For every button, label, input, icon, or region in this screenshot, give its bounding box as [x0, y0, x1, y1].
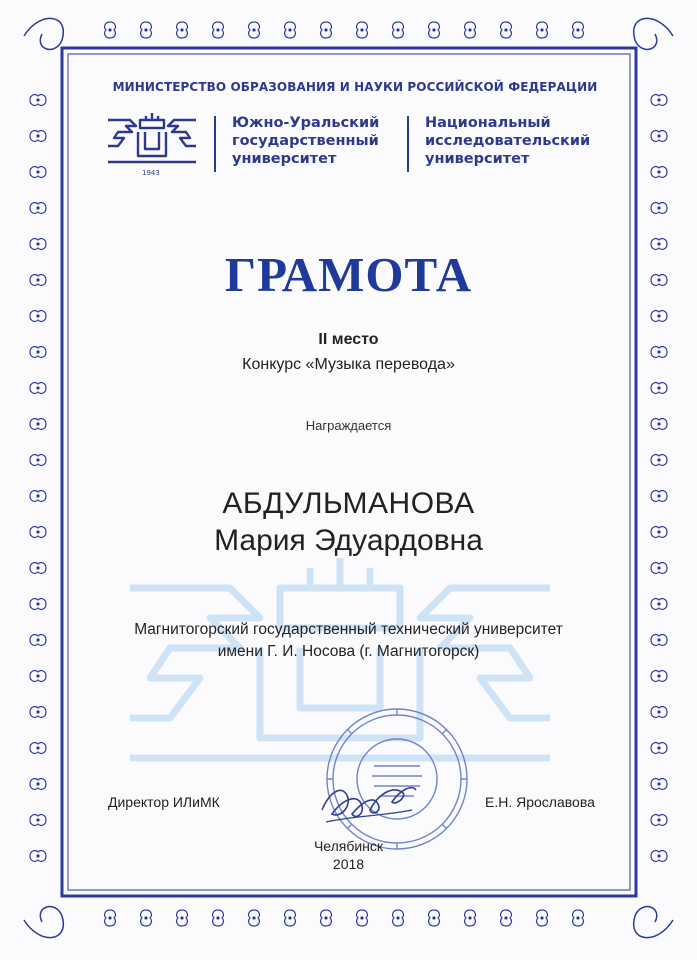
frame-ornament — [141, 910, 152, 926]
frame-ornament — [30, 815, 46, 826]
frame-ornament — [357, 910, 368, 926]
frame-ornament — [249, 22, 260, 38]
frame-ornament — [105, 22, 116, 38]
issue-city: Челябинск — [313, 838, 384, 854]
frame-ornament — [213, 22, 224, 38]
frame-ornament — [141, 22, 152, 38]
university-status-line: Национальный — [425, 115, 551, 131]
frame-ornament — [285, 22, 296, 38]
certificate-title: ГРАМОТА — [224, 247, 473, 302]
frame-ornament — [357, 22, 368, 38]
frame-ornament — [651, 311, 667, 322]
award-place: II место — [318, 331, 379, 348]
recipient-surname: АБДУЛЬМАНОВА — [222, 487, 475, 520]
frame-ornament — [651, 671, 667, 682]
university-emblem-icon — [104, 112, 200, 170]
frame-ornament — [651, 131, 667, 142]
frame-ornament — [249, 910, 260, 926]
frame-ornament — [651, 167, 667, 178]
frame-ornament — [651, 707, 667, 718]
frame-ornament — [30, 779, 46, 790]
frame-ornament — [651, 455, 667, 466]
frame-ornament — [105, 910, 116, 926]
frame-ornament — [651, 743, 667, 754]
issue-year: 2018 — [332, 856, 365, 872]
frame-ornament — [573, 22, 584, 38]
frame-ornament — [177, 22, 188, 38]
university-status-line: университет — [425, 151, 530, 167]
frame-ornament — [651, 203, 667, 214]
university-name-line: университет — [232, 151, 337, 167]
frame-ornament — [285, 910, 296, 926]
frame-ornament — [651, 815, 667, 826]
signatory-name: Е.Н. Ярославова — [485, 794, 595, 810]
frame-ornament — [429, 22, 440, 38]
logo-divider — [407, 116, 409, 172]
handwritten-signature — [312, 770, 422, 830]
university-name-line: Южно-Уральский — [232, 115, 380, 131]
frame-ornament — [465, 22, 476, 38]
recipient-organization-detail: имени Г. И. Носова (г. Магнитогорск) — [217, 643, 480, 660]
frame-ornament — [30, 383, 46, 394]
frame-ornament — [177, 910, 188, 926]
frame-ornament — [321, 910, 332, 926]
frame-ornament — [30, 455, 46, 466]
logo-divider — [214, 116, 216, 172]
frame-ornament — [321, 22, 332, 38]
frame-ornament — [651, 383, 667, 394]
frame-ornament — [30, 743, 46, 754]
frame-ornament — [573, 910, 584, 926]
recipient-organization: Магнитогорский государственный технический университет — [134, 621, 563, 638]
frame-ornament — [651, 95, 667, 106]
university-status — [425, 114, 625, 168]
frame-ornament — [30, 203, 46, 214]
frame-ornament — [651, 599, 667, 610]
ministry-header: МИНИСТЕРСТВО ОБРАЗОВАНИЯ И НАУКИ РОССИЙСКОЙ ФЕДЕРАЦИИ — [112, 80, 598, 94]
university-logo-row — [104, 112, 624, 184]
frame-ornament — [30, 563, 46, 574]
frame-ornament — [501, 910, 512, 926]
frame-ornament — [537, 910, 548, 926]
frame-ornament — [537, 22, 548, 38]
frame-ornament — [393, 910, 404, 926]
university-name-line: государственный — [232, 133, 379, 149]
frame-ornament — [30, 131, 46, 142]
frame-ornament — [30, 167, 46, 178]
frame-ornament — [465, 910, 476, 926]
frame-ornament — [30, 95, 46, 106]
awarded-label: Награждается — [305, 418, 392, 433]
frame-ornament — [651, 563, 667, 574]
frame-ornament — [30, 599, 46, 610]
frame-ornament — [393, 22, 404, 38]
frame-ornament — [30, 671, 46, 682]
emblem-year: 1943 — [142, 169, 160, 177]
frame-ornament — [213, 910, 224, 926]
university-status-line: исследовательский — [425, 133, 591, 149]
recipient-given-names: Мария Эдуардовна — [214, 524, 483, 557]
frame-ornament — [651, 779, 667, 790]
university-name — [232, 114, 412, 168]
signatory-position: Директор ИЛиМК — [108, 794, 220, 810]
contest-name: Конкурс «Музыка перевода» — [242, 356, 455, 373]
frame-ornament — [429, 910, 440, 926]
frame-ornament — [30, 707, 46, 718]
frame-ornament — [501, 22, 512, 38]
frame-ornament — [30, 311, 46, 322]
